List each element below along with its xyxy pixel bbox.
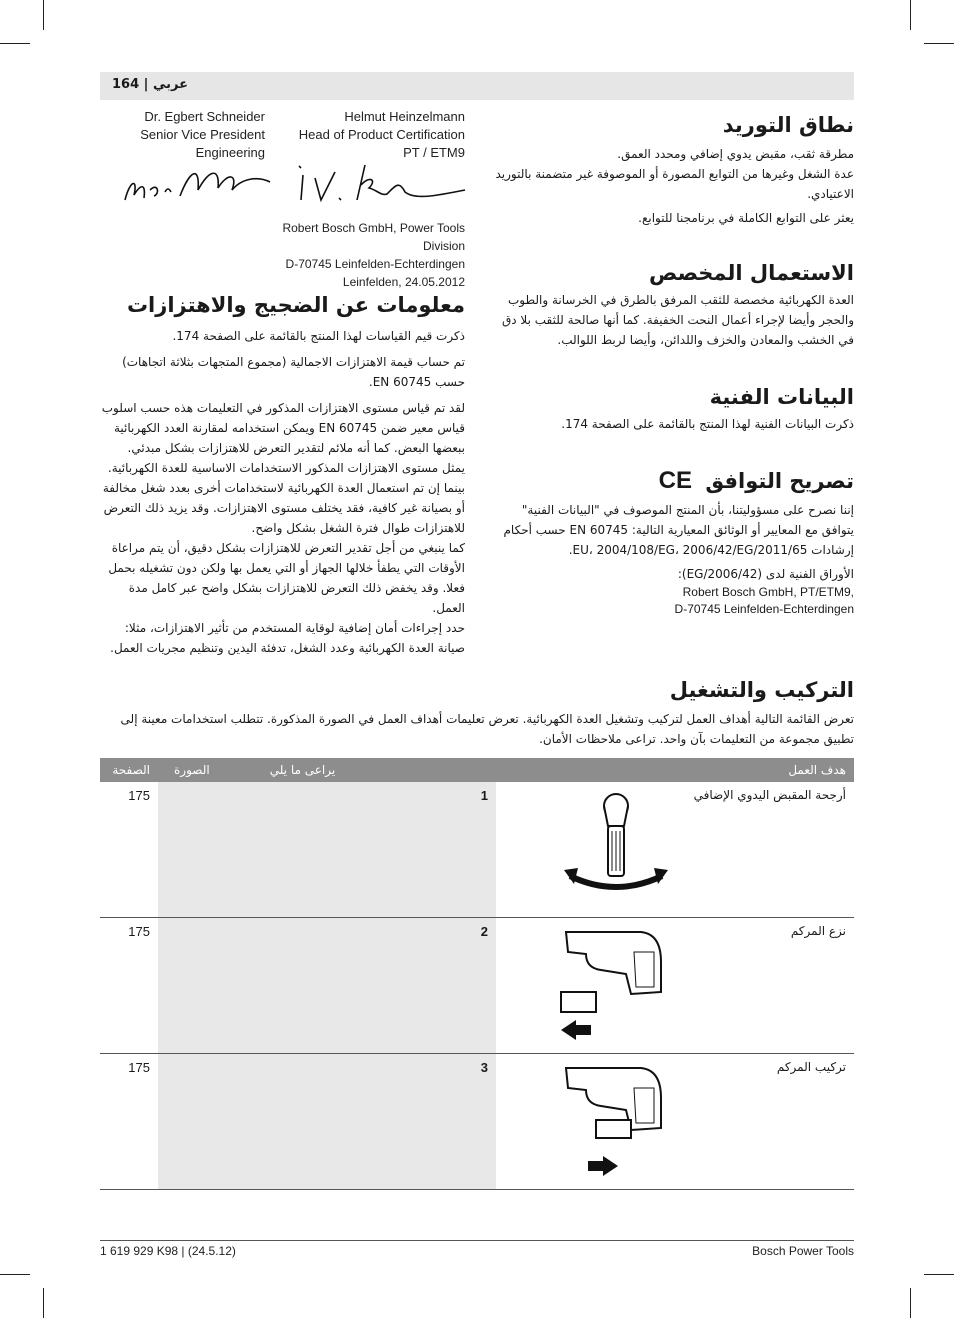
technical-data-title: البيانات الفنية [709,385,854,409]
footer-right: Bosch Power Tools [752,1244,854,1258]
scope-section [490,110,854,228]
noise-paragraph-1: ذكرت قيم القياسات لهذا المنتج بالقائمة على الصفحة 174. [172,329,465,343]
table-row [100,918,854,1054]
row-figure: 3 [158,1054,496,1190]
scope-paragraph-2: عدة الشغل وغيرها من التوابع المصورة أو الموصوفة غير متضمنة بالتوريد الاعتيادي. [495,167,854,201]
scope-paragraph-1: مطرقة ثقب، مقبض يدوي إضافي ومحدد العمق. [617,147,854,161]
handle-rotate-icon [556,786,676,906]
table-row [100,782,854,918]
page-header [100,72,854,100]
signature-right: Helmut Heinzelmann Head of Product Certification PT / ETM9 [298,109,465,160]
conformity-address-1: Robert Bosch GmbH, PT/ETM9, [682,585,854,599]
scope-paragraph-3: يعثر على التوابع الكاملة في برنامجنا للتوابع. [638,211,854,225]
handwritten-signature-right [295,160,470,205]
drill-battery-remove-icon [556,922,676,1042]
table-header-row [100,758,854,782]
intended-use-paragraph: العدة الكهربائية مخصصة للثقب المرفق بالطرق في الخرسانة والطوب والحجر وأيضا لإجراء أعمال النحت الخفيفة. كما أنها صالحة للثقب بلا دق في الخشب والمعادن والخزف واللدائن، وأيضا لربط اللوالب. [501,293,854,347]
noise-paragraph-5: كما ينبغي من أجل تقدير التعرض للاهتزازات بشكل دقيق، أن يتم مراعاة الأوقات التي يطفأ خلالها الجهاز أو التي يعمل بها ولكن دون تشغيله بحمل فعلا. وقد يخفض ذلك التعرض للاهتزازات بشكل واضح عبر كامل مدة العمل. [108,541,465,615]
noise-paragraph-4: يمثل مستوى الاهتزازات المذكور الاستخدامات الاساسية للعدة الكهربائية. بينما إن تم استعمال العدة الكهربائية لاستخدامات أخرى بعدد شغل مخالفة أو بصيانة غير كافية، فقد يختلف مستوى الاهتزازات. وقد يزيد ذلك التعرض للاهتزازات طوال فترة الشغل بشكل واضح. [102,461,465,535]
page-number: 164 | عربي [112,77,188,92]
noise-section [100,290,465,658]
row-figure: 2 [158,918,496,1054]
conformity-title: تصريح التوافق CE [658,467,854,494]
row-page: 175 [100,782,158,918]
conformity-paragraph: إننا نصرح على مسؤوليتنا، بأن المنتج الموصوف في "البيانات الفنية" يتوافق مع المعايير أو الوثائق المعيارية التالية: EN 60745 حسب أحكام إرشادات 2011/65/EU، 2004/108/EG، 2006/42/EG. [503,503,854,557]
technical-data-paragraph: ذكرت البيانات الفنية لهذا المنتج بالقائمة على الصفحة 174. [561,417,854,431]
row-page: 175 [100,918,158,1054]
assembly-intro: تعرض القائمة التالية أهداف العمل لتركيب وتشغيل العدة الكهربائية. تعرض تعليمات أهداف العمل في الصورة المذكورة. تتطلب استخدامات معينة إلى تطبيق مجموعة من التعليمات بآن واحد. تراعى ملاحظات الأمان. [120,712,854,746]
conformity-paragraph-2: الأوراق الفنية لدى (2006/42/EG): [677,567,854,581]
noise-title: معلومات عن الضجيج والاهتزازات [126,293,465,317]
row-goal: تركيب المركم [496,1054,854,1190]
drill-battery-insert-icon [556,1058,676,1178]
conformity-address-2: D-70745 Leinfelden-Echterdingen [674,602,854,616]
row-page: 175 [100,1054,158,1190]
row-goal: أرجحة المقبض اليدوي الإضافي [496,782,854,918]
row-goal: نزع المركم [496,918,854,1054]
noise-paragraph-6: حدد إجراءات أمان إضافية لوقاية المستخدم من تأثير الاهتزازات، مثلا: صيانة العدة الكهربائية وعدد الشغل، تدفئة اليدين وتنظيم مجريات العمل. [110,621,465,655]
noise-paragraph-3: لقد تم قياس مستوى الاهتزازات المذكور في التعليمات هذه حسب اسلوب قياس معير ضمن EN 60745 ويمكن استخدامه لمقارنة العدد الكهربائية ببعضها البعض. كما أنه ملائم لتقدير التعرض للاهتزازات بشكل مبدئي. [101,401,465,455]
intended-use-title: الاستعمال المخصص [648,261,854,285]
conformity-section [490,466,854,618]
noise-paragraph-2: تم حساب قيمة الاهتزازات الاجمالية (مجموع المتجهات بثلاثة اتجاهات) حسب EN 60745. [122,355,465,389]
technical-data-section [490,382,854,434]
assembly-section [100,675,854,749]
header-note-figure: الصورة يراعى ما يلي [158,758,496,782]
assembly-title: التركيب والتشغيل [669,678,854,702]
intended-use-section [490,258,854,350]
company-address: Robert Bosch GmbH, Power Tools Division D-70745 Leinfelden-Echterdingen Leinfelden, 24.05.2012 [282,221,465,289]
header-goal: هدف العمل [496,758,854,782]
ce-mark-icon: CE [658,467,693,494]
handwritten-signature-left [120,160,280,210]
row-figure: 1 [158,782,496,918]
footer-left: 1 619 929 K98 | (24.5.12) [100,1244,236,1258]
table-row [100,1054,854,1190]
header-page: الصفحة [100,758,158,782]
footer-rule [100,1240,854,1241]
signature-left: Dr. Egbert Schneider Senior Vice President Engineering [140,109,265,160]
scope-title: نطاق التوريد [722,113,854,137]
work-goals-table [100,758,854,1190]
